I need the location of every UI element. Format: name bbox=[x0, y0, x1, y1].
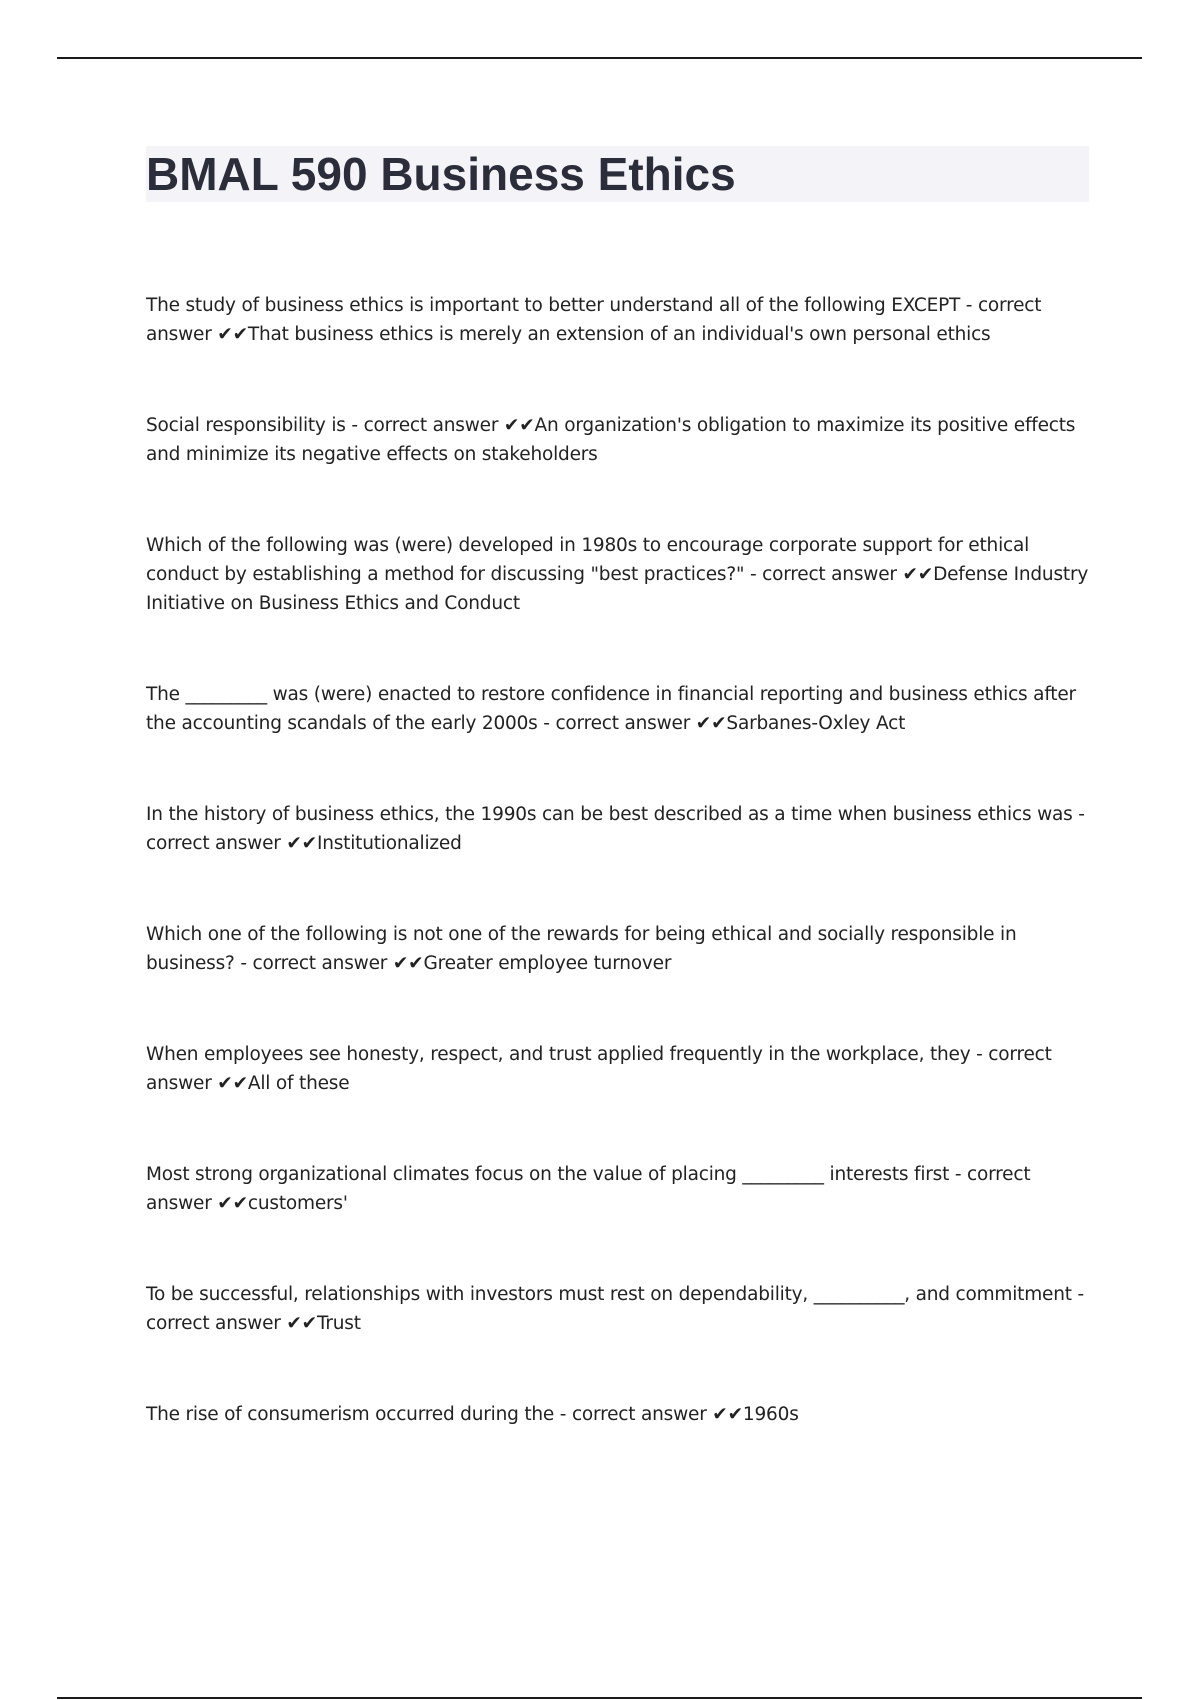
qa-item-8: Most strong organizational climates focus on the value of placing _________ interests first - correct answer ✔✔customers' bbox=[146, 1164, 1031, 1214]
qa-item-4: The _________ was (were) enacted to restore confidence in financial reporting and business ethics after the accounting scandals of the early 2000s - correct answer ✔✔Sarbanes-Oxley Act bbox=[146, 684, 1076, 734]
document-title: BMAL 590 Business Ethics bbox=[146, 148, 736, 200]
qa-item-7: When employees see honesty, respect, and trust applied frequently in the workplace, they - correct answer ✔✔All of these bbox=[146, 1044, 1052, 1094]
qa-item-1: The study of business ethics is important to better understand all of the following EXCEPT - correct answer ✔✔That business ethics is merely an extension of an individual's own personal ethics bbox=[146, 295, 1042, 345]
qa-item-10: The rise of consumerism occurred during the - correct answer ✔✔1960s bbox=[146, 1404, 799, 1425]
bottom-rule bbox=[57, 1697, 1142, 1699]
top-rule bbox=[57, 57, 1142, 59]
qa-item-5: In the history of business ethics, the 1990s can be best described as a time when business ethics was - correct answer ✔✔Institutionalized bbox=[146, 804, 1085, 854]
qa-item-3: Which of the following was (were) developed in 1980s to encourage corporate support for ethical conduct by establishing a method for discussing "best practices?" - correct answer ✔✔Defense Industry Initiative on Business Ethics and Conduct bbox=[146, 535, 1089, 614]
qa-item-2: Social responsibility is - correct answer ✔✔An organization's obligation to maximize its positive effects and minimize its negative effects on stakeholders bbox=[146, 415, 1076, 465]
qa-item-6: Which one of the following is not one of the rewards for being ethical and socially responsible in business? - correct answer ✔✔Greater employee turnover bbox=[146, 924, 1017, 974]
qa-item-9: To be successful, relationships with investors must rest on dependability, __________, and commitment - correct answer ✔✔Trust bbox=[146, 1284, 1084, 1334]
